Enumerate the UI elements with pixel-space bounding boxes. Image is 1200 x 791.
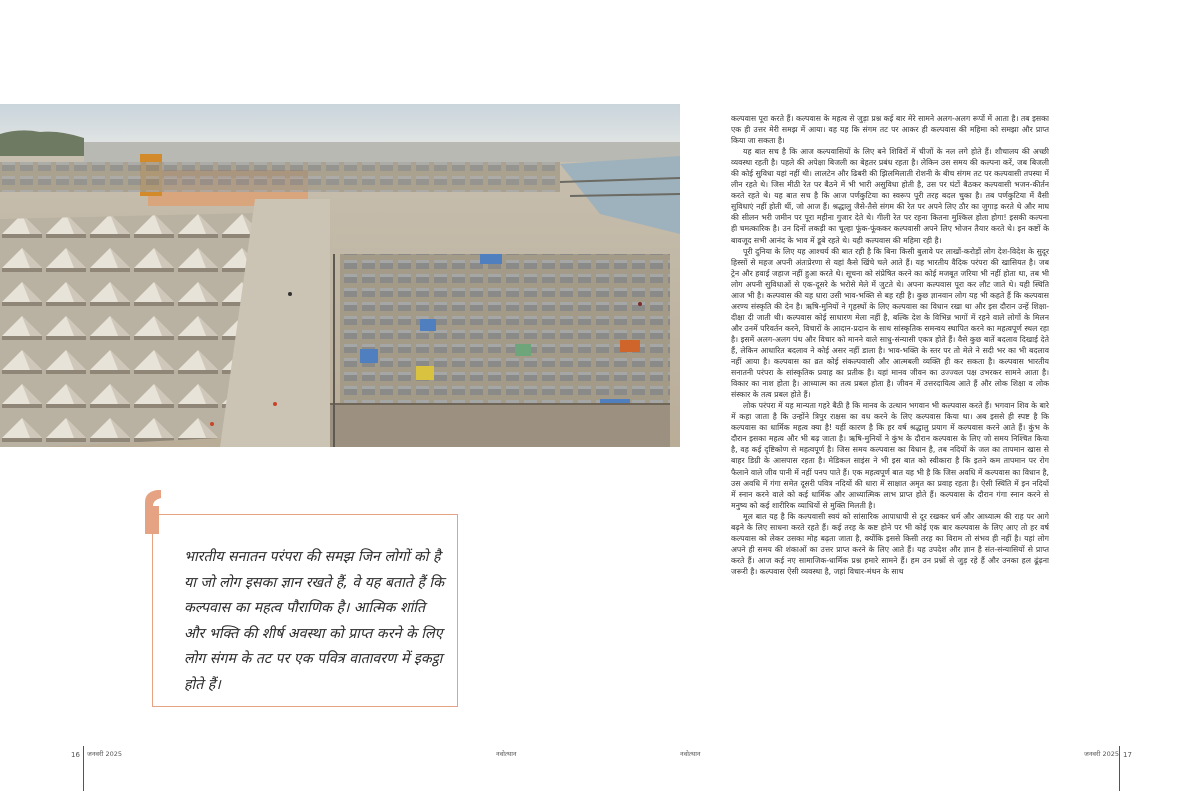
article-paragraph: यह बात सच है कि आज कल्पवासियों के लिए बने शिविरों में चीजों के नल लगे होते हैं। शौचालय की अच्छी व्यवस्था रहती है। पहले की अपेक्षा बिजली का बेहतर प्रबंध रहता है। लेकिन उस समय की कल्पना करें, जब बिजली की कोई सुविधा यहां नहीं थी। लालटेन और ढिबरी की झिलमिलाती रोशनी के बीच संगम तट पर कल्पवासी तपस्या में लीन रहते थे। जिस मीठी रेत पर बैठने में भी भारी असुविधा होती है, उस पर घंटों बैठकर कल्पवासी भजन-कीर्तन करते रहते थे। यह बात सच है कि आज पर्णकुटिया का स्वरूप पूरी तरह बदल चुका है। तब पर्णकुटिया में वैसी सुविधाएं नहीं होती थीं, जो आज हैं। श्रद्धालु जैसे-तैसे संगम की रेत पर अपने लिए ठौर का जुगाड़ करते थे और माघ की सीलन भरी जमीन पर पूरा महीना गुजार देते थे। गीली रेत पर रहना कितना मुश्किल होता होगा! इसकी कल्पना ही चमत्कारिक है। उन दिनों लकड़ी का चूल्हा फूंक-फूंककर कल्पवासी अपने लिए भोजन तैयार करते थे। इन कष्टों के बावजूद सभी आनंद के भाव में डूबे रहते थे। यही कल्पवास की महिमा रही है। [731, 147, 1049, 245]
left-footer-title: नवोत्थान [496, 750, 517, 758]
right-page-number: 17 [1123, 751, 1132, 759]
article-paragraph: लोक परंपरा में यह मान्यता गहरे बैठी है कि मानव के उत्थान भगवान भी कल्पवास करते हैं। भगवान शिव के बारे में कहा जाता है कि उन्होंने त्रिपुर राक्षस का वध करने के लिए कल्पवास किया था। अब इससे ही स्पष्ट है कि कल्पवास का धार्मिक महत्व क्या है! यहीं कारण है कि हर वर्ष श्रद्धालु प्रयाग में कल्पवास करने आते हैं। कुंभ के दौरान इसका महत्व और भी बढ़ जाता है। ऋषि-मुनियों ने कुंभ के दौरान कल्पवास के लिए जो समय निश्चित किया है, वह कई दृष्टिकोण से महत्वपूर्ण है। जिस समय कल्पवास का विधान है, तब नदियों के जल का तापमान खास से बाहर डिग्री के आसपास रहता है। मेडिकल साइंस ने भी इस बात को स्वीकारा है कि इतने कम तापमान पर रोग फैलाने वाले जीव पानी में नहीं पनप पाते हैं। एक महत्वपूर्ण बात यह भी है कि जिस अवधि में कल्पवास का विधान है, उस अवधि में गंगा समेत दूसरी पवित्र नदियों की धारा में साक्षात अमृत का प्रवाह रहता है। ऐसी स्थिति में इन नदियों में स्नान करने वाले को कई धार्मिक और आध्यात्मिक लाभ प्राप्त होते हैं। कल्पवास के दौरान गंगा स्नान करने से मनुष्य को कई शारीरिक व्याधियों से मुक्ति मिलती है। [731, 401, 1049, 510]
article-paragraph: कल्पवास पूरा करते हैं। कल्पवास के महत्व से जुड़ा प्रश्न कई बार मेरे सामने अलग-अलग रूपों में आता है। तब इसका एक ही उत्तर मेरी समझ में आया। वह यह कि संगम तट पर आकर ही कल्पवास की महिमा को समझा और प्राप्त किया जा सकता है। [731, 114, 1049, 146]
pull-quote-text: भारतीय सनातन परंपरा की समझ जिन लोगों को है या जो लोग इसका ज्ञान रखते हैं, वे यह बताते हैं कि कल्पवास का महत्व पौराणिक है। आत्मिक शांति और भक्ति की शीर्ष अवस्था को प्राप्त करने के लिए लोग संगम के तट पर एक पवित्र वातावरण में इकट्ठा होते हैं। [184, 549, 445, 693]
left-footer-date: जनवरी 2025 [87, 750, 122, 758]
left-page-number: 16 [71, 751, 80, 759]
article-paragraph: मूल बात यह है कि कल्पवासी स्वयं को सांसारिक आपाधापी से दूर रखकर धर्म और आध्यात्म की राह पर आगे बढ़ने के लिए साधना करते रहते हैं। कई तरह के कष्ट होने पर भी कोई एक बार कल्पवास के लिए आए तो हर वर्ष कल्पवास को लेकर उसका मोह बढ़ता जाता है, क्योंकि इससे किसी तरह का विराम तो संभव ही नहीं है। यहां लोग अपने ही समय की शंकाओं का उत्तर प्राप्त करने के लिए आते हैं। यह उपदेश और ज्ञान है संत-संन्यासियों से प्राप्त करते हैं। आज कई नए सामाजिक-धार्मिक प्रश्न हमारे सामने हैं। हम उन प्रश्नों से जुड़ रहे हैं और उनका हल ढूंढ़ना जरूरी है। कल्पवास ऐसी व्यवस्था है, जहां विचार-मंथन के साथ [731, 511, 1049, 576]
article-paragraph: पूरी दुनिया के लिए यह आश्चर्य की बात रही है कि बिना किसी बुलावे पर लाखों-करोड़ों लोग देश-विदेश के सुदूर हिस्सों से महज अपनी अंतःप्रेरणा से यहां कैसे खिंचे चले आते हैं। यह भारतीय वैदिक परंपरा की खासियत है। जब ट्रेन और हवाई जहाज नहीं हुआ करते थे। सूचना को संप्रेषित करने का कोई मजबूत जरिया भी नहीं होता था, तब भी लोग अपनी सुविधाओं से एक-दूसरे के भरोसे मेले में जुटते थे। अपना कल्पवास पूरा कर लौट जाते थे। यही स्थिति आज भी है। कल्पवास की यह धारा उसी भाव-भक्ति से बह रही है। कुछ ज्ञानवान लोग यह भी कहते हैं कि कल्पवास अरण्य संस्कृति की देन है। ऋषि-मुनियों ने गृहस्थों के लिए कल्पवास का विधान रखा था और इस दौरान उन्हें शिक्षा-दीक्षा दी जाती थी। कल्पवास कोई साधारण मेला नहीं है, बल्कि देश के विभिन्न भागों में रहने वाले लोगों के मिलन और उनमें परिवर्तन करने, विचारों के आदान-प्रदान के साथ सांस्कृतिक समन्वय स्थापित करने का महत्वपूर्ण स्थल रहा है। इसमें अलग-अलग पंथ और विचार को मानने वाले साधु-संन्यासी एकत्र होते हैं। वैसे कुछ बातें बदलाव दिखाई देते हैं, लेकिन आधारित बदलाव ने कोई असर नहीं डाला है। भाव-भक्ति के स्तर पर तो मेले ने सदी भर का भी बदलाव नहीं आया है। कल्पवास का व्रत कोई संकल्पवासी और आत्मबली व्यक्ति ही कर सकता है। कल्पवास भारतीय सनातनी परंपरा के सांस्कृतिक प्रवाह का प्रतीक है। यहां मानव जीवन का उज्ज्वल पक्ष उभरकर सामने आता है। विकार का नाश होता है। आध्यात्म का तत्व प्रबल होता है। जीवन में उत्तरदायित्व आते हैं और लोक शिक्षा व लोक संस्कार के तत्व प्रबल होते हैं। [731, 246, 1049, 400]
article-body [731, 113, 1049, 718]
camp-photo [0, 104, 680, 447]
footer-rule-left [83, 746, 84, 791]
footer-rule-right [1119, 746, 1120, 791]
right-footer-title: नवोत्थान [680, 750, 701, 758]
right-footer-date: जनवरी 2025 [1084, 750, 1119, 758]
